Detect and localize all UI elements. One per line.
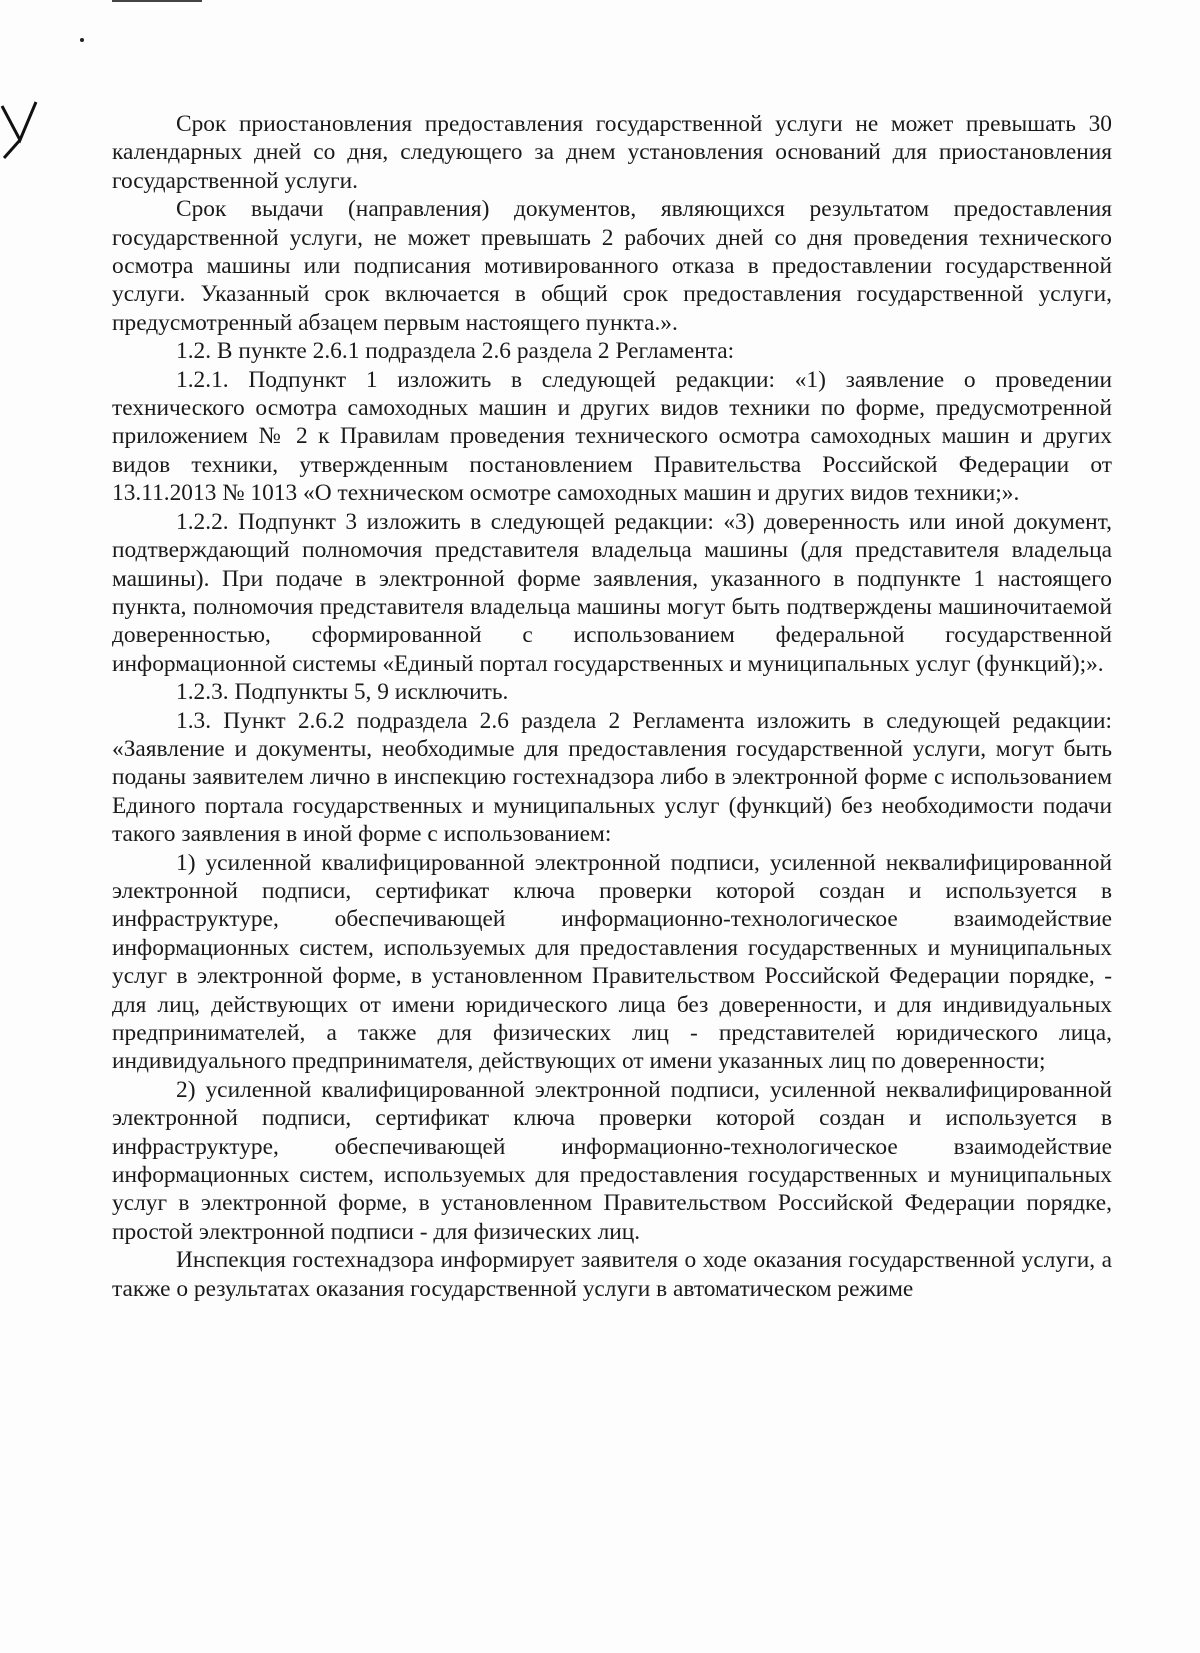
paragraph-1-2-2: 1.2.2. Подпункт 3 изложить в следующей редакции: «3) доверенность или иной документ, подтверждающий полномочия представителя владельца машины (для представителя владельца машины). При подаче в электронной форме заявления, указанного в подпункте 1 настоящего пункта, полномочия представителя владельца машины могут быть подтверждены машиночитаемой доверенностью, сформированной с использованием федеральной государственной информационной системы «Единый портал государственных и муниципальных услуг (функций);». bbox=[112, 508, 1112, 677]
paragraph-1-2-3: 1.2.3. Подпункты 5, 9 исключить. bbox=[176, 679, 509, 706]
scan-artifact-line bbox=[112, 0, 202, 2]
paragraph-1-2: 1.2. В пункте 2.6.1 подраздела 2.6 раздела 2 Регламента: bbox=[176, 338, 735, 365]
scan-artifact-mark bbox=[0, 100, 38, 160]
document-body bbox=[112, 110, 1112, 1303]
list-item-1: 1) усиленной квалифицированной электронной подписи, усиленной неквалифицированной электронной подписи, сертификат ключа проверки которой создан и используется в инфраструктуре, обеспечивающей информационно-технологическое взаимодействие информационных систем, используемых для предоставления государственных и муниципальных услуг в электронной форме, в установленном Правительством Российской Федерации порядке, - для лиц, действующих от имени юридического лица без доверенности, и для индивидуальных предпринимателей, а также для физических лиц - представителей юридического лица, индивидуального предпринимателя, действующих от имени указанных лиц по доверенности; bbox=[112, 849, 1112, 1075]
paragraph-inspection-info: Инспекция гостехнадзора информирует заявителя о ходе оказания государственной услуги, а также о результатах оказания государственной услуги в автоматическом режиме bbox=[112, 1247, 1112, 1302]
paragraph-1-2-1: 1.2.1. Подпункт 1 изложить в следующей редакции: «1) заявление о проведении технического осмотра самоходных машин и других видов техники по форме, предусмотренной приложением № 2 к Правилам проведения технического осмотра самоходных машин и других видов техники, утвержденным постановлением Правительства Российской Федерации от 13.11.2013 № 1013 «О техническом осмотре самоходных машин и других видов техники;». bbox=[112, 366, 1112, 507]
scan-artifact-dot bbox=[80, 38, 84, 42]
list-item-2: 2) усиленной квалифицированной электронной подписи, усиленной неквалифицированной электронной подписи, сертификат ключа проверки которой создан и используется в инфраструктуре, обеспечивающей информационно-технологическое взаимодействие информационных систем, используемых для предоставления государственных и муниципальных услуг в электронной форме, в установленном Правительством Российской Федерации порядке, простой электронной подписи - для физических лиц. bbox=[112, 1076, 1112, 1245]
paragraph-1-3: 1.3. Пункт 2.6.2 подраздела 2.6 раздела 2 Регламента изложить в следующей редакции: «Заявление и документы, необходимые для предоставления государственной услуги, могут быть поданы заявителем лично в инспекцию гостехнадзора либо в электронной форме с использованием Единого портала государственных и муниципальных услуг (функций) без необходимости подачи такого заявления в иной форме с использованием: bbox=[112, 707, 1112, 848]
paragraph-issuance-term: Срок выдачи (направления) документов, являющихся результатом предоставления государственной услуги, не может превышать 2 рабочих дней со дня проведения технического осмотра машины или подписания мотивированного отказа в предоставлении государственной услуги. Указанный срок включается в общий срок предоставления государственной услуги, предусмотренный абзацем первым настоящего пункта.». bbox=[112, 196, 1112, 336]
paragraph-suspension-term: Срок приостановления предоставления государственной услуги не может превышать 30 календарных дней со дня, следующего за днем установления оснований для приостановления государственной услуги. bbox=[112, 111, 1112, 194]
